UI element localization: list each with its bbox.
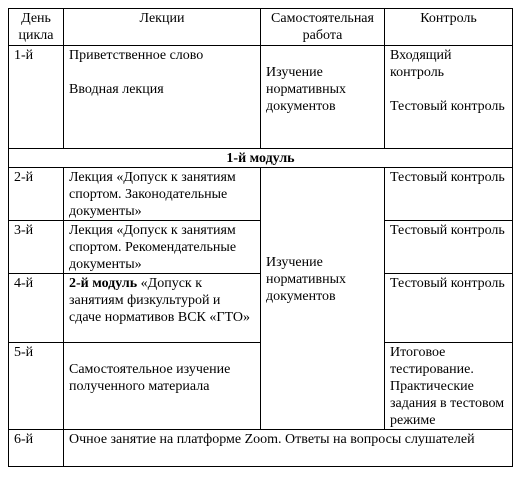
header-lectures: Лекции (64, 9, 261, 46)
self-work-text: Изучение нормативных документов (266, 65, 347, 114)
lecture-text: Самостоятельное изучение полученного материала (69, 362, 231, 394)
zoom-session-cell: Очное занятие на платформе Zoom. Ответы на вопросы слушателей (64, 430, 513, 467)
lecture-cell (64, 343, 261, 430)
day-cell: 6-й (9, 430, 64, 467)
table-header-row (9, 9, 513, 46)
module-row (9, 149, 513, 168)
day-cell: 5-й (9, 343, 64, 430)
lecture-cell: Лекция «Допуск к занятиям спортом. Рекомендательные документы» (64, 221, 261, 274)
table-row (9, 46, 513, 149)
lecture-cell: Лекция «Допуск к занятиям спортом. Законодательные документы» (64, 168, 261, 221)
header-self-work: Самостоятельная работа (261, 9, 385, 46)
table-row (9, 168, 513, 221)
lecture-text: Вводная лекция (69, 82, 164, 97)
control-cell: Итоговое тестирование. Практические задания в тестовом режиме (385, 343, 513, 430)
module-title-cell (9, 149, 513, 168)
lecture-cell (64, 274, 261, 343)
header-day: День цикла (9, 9, 64, 46)
table-row (9, 430, 513, 467)
day-cell: 1-й (9, 46, 64, 149)
header-control: Контроль (385, 9, 513, 46)
day-cell: 3-й (9, 221, 64, 274)
control-cell: Тестовый контроль (385, 168, 513, 221)
course-schedule-table (8, 8, 513, 467)
day-cell: 4-й (9, 274, 64, 343)
self-work-cell (261, 46, 385, 149)
control-text: Входящий контроль (390, 48, 452, 80)
module-title: 1-й модуль (226, 151, 295, 166)
lecture-text: Приветственное слово (69, 48, 204, 63)
self-work-text: Изучение нормативных документов (266, 255, 347, 304)
module-label: 2-й модуль (69, 276, 138, 291)
control-cell (385, 46, 513, 149)
control-cell: Тестовый контроль (385, 221, 513, 274)
day-cell: 2-й (9, 168, 64, 221)
self-work-merged-cell (261, 168, 385, 430)
lecture-cell (64, 46, 261, 149)
control-text: Тестовый контроль (390, 99, 505, 114)
lecture-text: «Допуск к занятиям физкультурой и сдаче нормативов ВСК «ГТО» (69, 276, 250, 325)
control-cell: Тестовый контроль (385, 274, 513, 343)
